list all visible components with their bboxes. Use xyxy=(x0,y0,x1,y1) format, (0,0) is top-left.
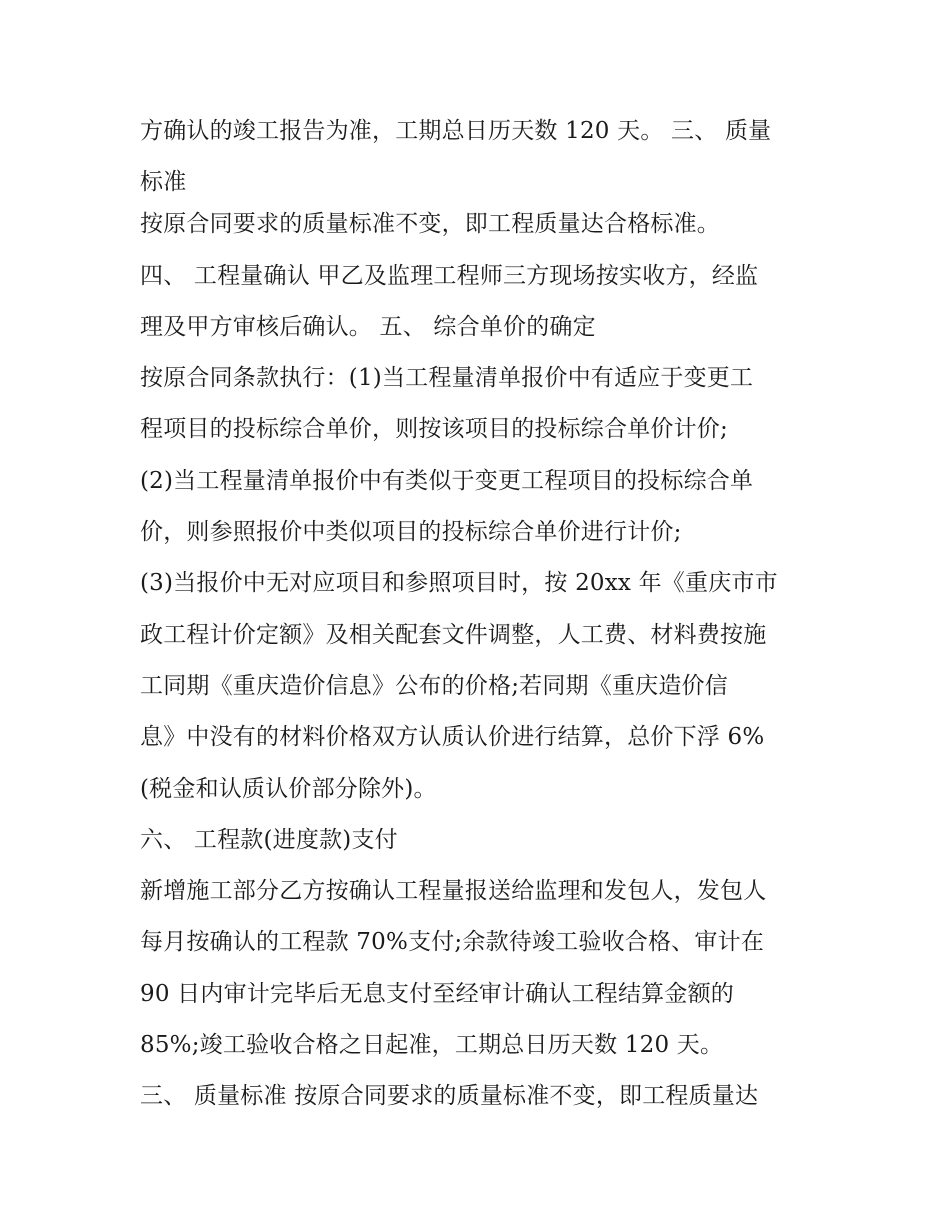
text-line: 政工程计价定额》及相关配套文件调整，人工费、材料费按施 xyxy=(140,621,767,648)
text-line: 工同期《重庆造价信息》公布的价格;若同期《重庆造价信 xyxy=(140,672,728,699)
text-line: 新增施工部分乙方按确认工程量报送给监理和发包人，发包人 xyxy=(140,878,767,905)
text-line: 四、 工程量确认 甲乙及监理工程师三方现场按实收方，经监 xyxy=(140,262,759,289)
text-line: 三、 质量标准 按原合同要求的质量标准不变，即工程质量达 xyxy=(140,1083,759,1110)
text-line: 按原合同条款执行：(1)当工程量清单报价中有适应于变更工 xyxy=(140,365,754,392)
text-line: 理及甲方审核后确认。 五、 综合单价的确定 xyxy=(140,313,596,340)
text-line: 90 日内审计完毕后无息支付至经审计确认工程结算金额的 xyxy=(140,980,734,1007)
text-line: (税金和认质认价部分除外)。 xyxy=(140,775,437,802)
text-line: 按原合同要求的质量标准不变，即工程质量达合格标准。 xyxy=(140,211,720,238)
text-line: 程项目的投标综合单价，则按该项目的投标综合单价计价; xyxy=(140,416,728,443)
text-line: 六、 工程款(进度款)支付 xyxy=(140,826,398,853)
text-line: 85%;竣工验收合格之日起准，工期总日历天数 120 天。 xyxy=(140,1032,724,1059)
text-line: 方确认的竣工报告为准，工期总日历天数 120 天。 三、 质量 xyxy=(140,118,772,144)
text-line: 息》中没有的材料价格双方认质认价进行结算，总价下浮 6% xyxy=(140,724,765,751)
text-line: 每月按确认的工程款 70%支付;余款待竣工验收合格、审计在 xyxy=(140,929,764,956)
document-body xyxy=(140,108,820,1125)
text-line: (3)当报价中无对应项目和参照项目时，按 20xx 年《重庆市市 xyxy=(140,570,778,597)
text-line: (2)当工程量清单报价中有类似于变更工程项目的投标综合单 xyxy=(140,467,754,494)
text-line: 价，则参照报价中类似项目的投标综合单价进行计价; xyxy=(140,519,682,546)
text-line: 标准 xyxy=(140,169,187,196)
